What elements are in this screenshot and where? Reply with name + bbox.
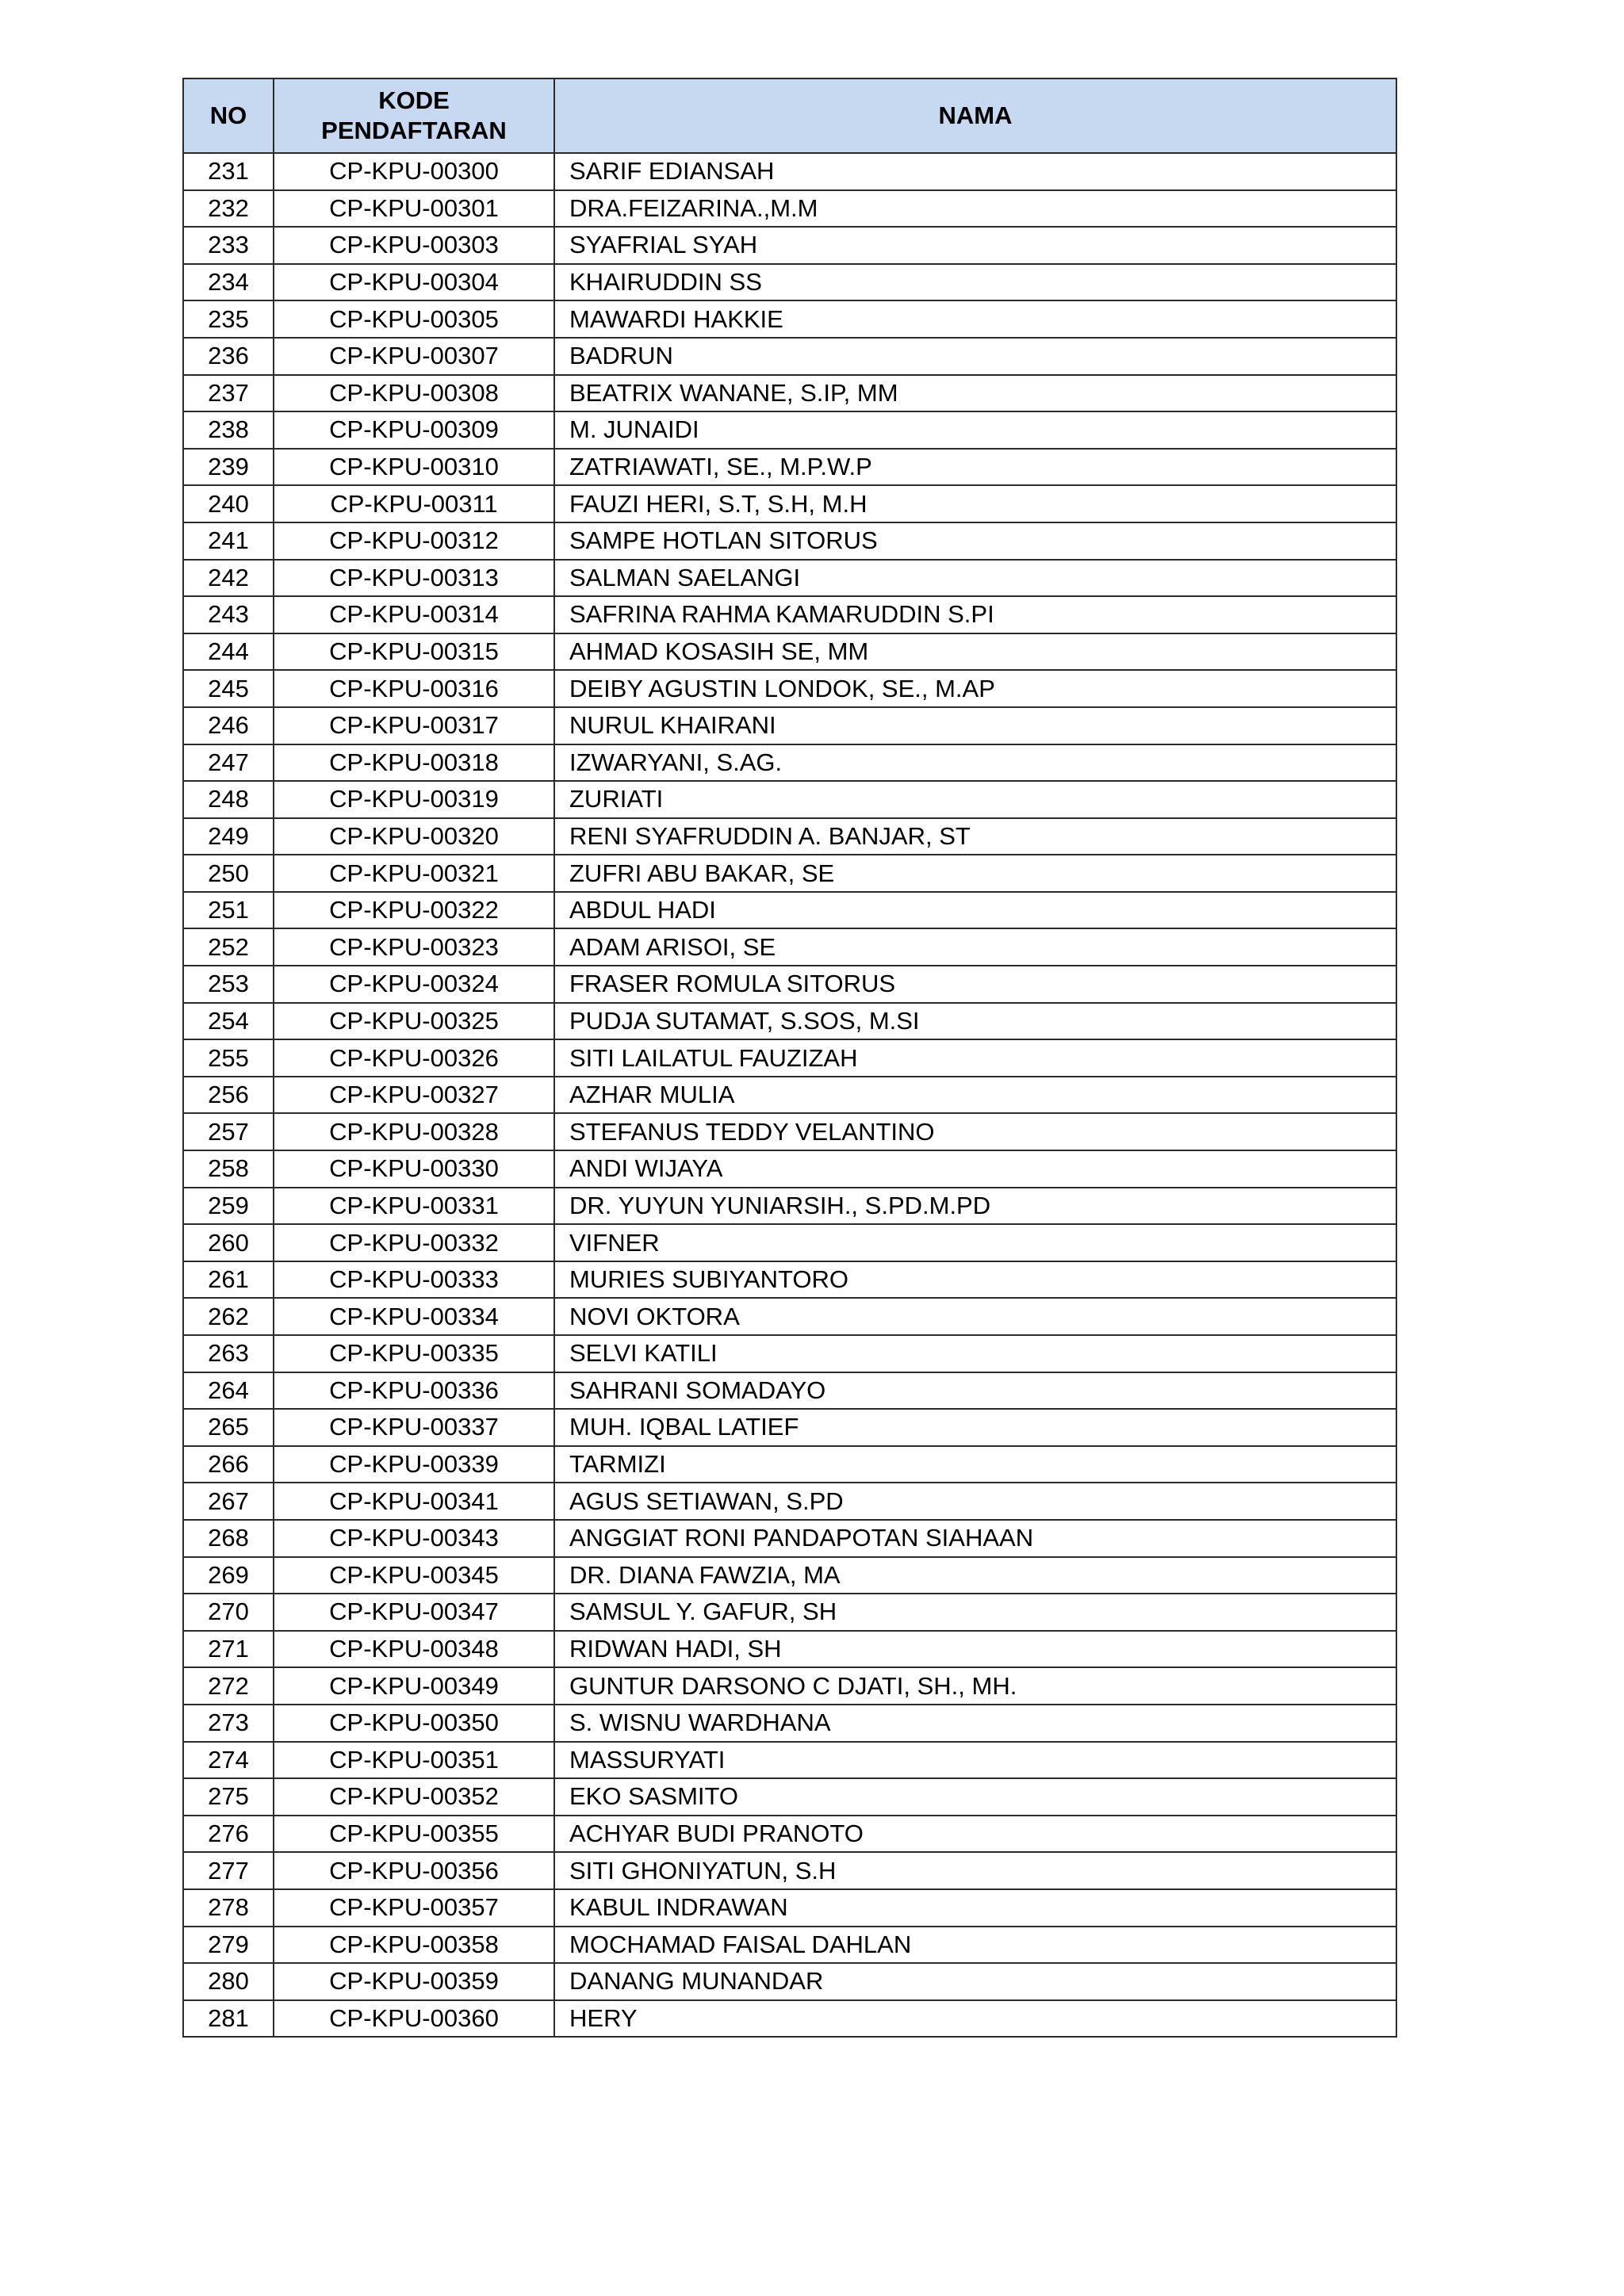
table-row [183,1335,1396,1372]
row-no: 274 [183,1742,274,1779]
row-nama: KABUL INDRAWAN [554,1889,1396,1927]
table-row [183,338,1396,375]
row-nama: BADRUN [554,338,1396,375]
row-nama: DR. DIANA FAWZIA, MA [554,1557,1396,1594]
registrant-table [182,78,1397,2038]
row-kode-pendaftaran: CP-KPU-00331 [274,1188,554,1225]
table-row [183,485,1396,522]
row-nama: FAUZI HERI, S.T, S.H, M.H [554,485,1396,522]
row-nama: RIDWAN HADI, SH [554,1631,1396,1668]
row-kode-pendaftaran: CP-KPU-00334 [274,1298,554,1335]
row-kode-pendaftaran: CP-KPU-00312 [274,522,554,560]
row-nama: ZURIATI [554,781,1396,818]
row-nama: RENI SYAFRUDDIN A. BANJAR, ST [554,818,1396,855]
table-row [183,1705,1396,1742]
row-no: 233 [183,227,274,264]
row-no: 265 [183,1409,274,1446]
row-nama: ADAM ARISOI, SE [554,928,1396,966]
row-kode-pendaftaran: CP-KPU-00336 [274,1372,554,1410]
row-no: 255 [183,1039,274,1077]
row-kode-pendaftaran: CP-KPU-00357 [274,1889,554,1927]
table-row [183,1963,1396,2000]
table-row [183,1631,1396,1668]
table-row [183,1483,1396,1520]
row-kode-pendaftaran: CP-KPU-00322 [274,892,554,929]
row-nama: M. JUNAIDI [554,411,1396,449]
header-kode-pendaftaran: KODE PENDAFTARAN [274,78,554,153]
table-row [183,1224,1396,1261]
row-nama: BEATRIX WANANE, S.IP, MM [554,375,1396,412]
row-kode-pendaftaran: CP-KPU-00301 [274,190,554,228]
table-row [183,522,1396,560]
row-nama: STEFANUS TEDDY VELANTINO [554,1113,1396,1150]
table-row [183,375,1396,412]
row-kode-pendaftaran: CP-KPU-00330 [274,1150,554,1188]
table-row [183,1003,1396,1040]
table-row [183,892,1396,929]
row-nama: MASSURYATI [554,1742,1396,1779]
row-kode-pendaftaran: CP-KPU-00348 [274,1631,554,1668]
row-kode-pendaftaran: CP-KPU-00352 [274,1778,554,1816]
row-no: 245 [183,670,274,707]
row-no: 244 [183,633,274,671]
row-no: 279 [183,1927,274,1964]
table-row [183,1667,1396,1705]
row-nama: KHAIRUDDIN SS [554,264,1396,301]
row-kode-pendaftaran: CP-KPU-00339 [274,1446,554,1483]
table-row [183,190,1396,228]
row-no: 277 [183,1852,274,1889]
row-kode-pendaftaran: CP-KPU-00307 [274,338,554,375]
row-nama: MURIES SUBIYANTORO [554,1261,1396,1299]
row-no: 259 [183,1188,274,1225]
row-kode-pendaftaran: CP-KPU-00324 [274,966,554,1003]
row-no: 253 [183,966,274,1003]
row-nama: TARMIZI [554,1446,1396,1483]
table-row [183,1557,1396,1594]
row-nama: AHMAD KOSASIH SE, MM [554,633,1396,671]
row-kode-pendaftaran: CP-KPU-00317 [274,707,554,744]
row-kode-pendaftaran: CP-KPU-00345 [274,1557,554,1594]
row-no: 256 [183,1077,274,1114]
row-no: 260 [183,1224,274,1261]
table-body [183,153,1396,2037]
row-no: 249 [183,818,274,855]
row-no: 241 [183,522,274,560]
table-row [183,227,1396,264]
row-kode-pendaftaran: CP-KPU-00308 [274,375,554,412]
row-no: 270 [183,1594,274,1631]
row-no: 234 [183,264,274,301]
row-kode-pendaftaran: CP-KPU-00310 [274,449,554,486]
table-row [183,1298,1396,1335]
row-nama: AZHAR MULIA [554,1077,1396,1114]
row-no: 242 [183,560,274,597]
row-nama: ANDI WIJAYA [554,1150,1396,1188]
row-no: 237 [183,375,274,412]
row-no: 232 [183,190,274,228]
row-nama: SITI LAILATUL FAUZIZAH [554,1039,1396,1077]
row-kode-pendaftaran: CP-KPU-00355 [274,1816,554,1853]
row-no: 236 [183,338,274,375]
row-no: 264 [183,1372,274,1410]
row-nama: MAWARDI HAKKIE [554,300,1396,338]
row-no: 275 [183,1778,274,1816]
table-row [183,411,1396,449]
row-kode-pendaftaran: CP-KPU-00326 [274,1039,554,1077]
table-row [183,1446,1396,1483]
table-row [183,560,1396,597]
row-kode-pendaftaran: CP-KPU-00311 [274,485,554,522]
row-kode-pendaftaran: CP-KPU-00343 [274,1520,554,1557]
row-no: 268 [183,1520,274,1557]
table-row [183,1077,1396,1114]
row-kode-pendaftaran: CP-KPU-00332 [274,1224,554,1261]
row-no: 247 [183,744,274,782]
row-kode-pendaftaran: CP-KPU-00328 [274,1113,554,1150]
table-row [183,855,1396,892]
row-kode-pendaftaran: CP-KPU-00333 [274,1261,554,1299]
header-nama: NAMA [554,78,1396,153]
row-no: 263 [183,1335,274,1372]
row-kode-pendaftaran: CP-KPU-00359 [274,1963,554,2000]
row-kode-pendaftaran: CP-KPU-00335 [274,1335,554,1372]
row-kode-pendaftaran: CP-KPU-00314 [274,596,554,633]
row-kode-pendaftaran: CP-KPU-00315 [274,633,554,671]
row-no: 276 [183,1816,274,1853]
row-no: 252 [183,928,274,966]
row-nama: SAFRINA RAHMA KAMARUDDIN S.PI [554,596,1396,633]
row-kode-pendaftaran: CP-KPU-00305 [274,300,554,338]
table-row [183,1742,1396,1779]
table-row [183,1039,1396,1077]
table-row [183,1778,1396,1816]
row-kode-pendaftaran: CP-KPU-00337 [274,1409,554,1446]
row-nama: SITI GHONIYATUN, S.H [554,1852,1396,1889]
row-kode-pendaftaran: CP-KPU-00300 [274,153,554,190]
row-nama: SAMSUL Y. GAFUR, SH [554,1594,1396,1631]
row-no: 243 [183,596,274,633]
row-nama: S. WISNU WARDHANA [554,1705,1396,1742]
row-kode-pendaftaran: CP-KPU-00321 [274,855,554,892]
row-kode-pendaftaran: CP-KPU-00360 [274,2000,554,2038]
row-nama: MOCHAMAD FAISAL DAHLAN [554,1927,1396,1964]
row-kode-pendaftaran: CP-KPU-00347 [274,1594,554,1631]
row-no: 271 [183,1631,274,1668]
table-row [183,744,1396,782]
table-row [183,153,1396,190]
table-row [183,1409,1396,1446]
table-row [183,781,1396,818]
table-row [183,1150,1396,1188]
header-no: NO [183,78,274,153]
row-no: 246 [183,707,274,744]
row-nama: SALMAN SAELANGI [554,560,1396,597]
table-row [183,1372,1396,1410]
row-kode-pendaftaran: CP-KPU-00309 [274,411,554,449]
row-nama: DANANG MUNANDAR [554,1963,1396,2000]
row-no: 266 [183,1446,274,1483]
table-row [183,928,1396,966]
row-nama: NURUL KHAIRANI [554,707,1396,744]
row-nama: NOVI OKTORA [554,1298,1396,1335]
row-nama: DR. YUYUN YUNIARSIH., S.PD.M.PD [554,1188,1396,1225]
row-no: 254 [183,1003,274,1040]
row-nama: SARIF EDIANSAH [554,153,1396,190]
row-no: 231 [183,153,274,190]
table-row [183,1113,1396,1150]
table-row [183,596,1396,633]
row-nama: DRA.FEIZARINA.,M.M [554,190,1396,228]
table-row [183,1594,1396,1631]
row-kode-pendaftaran: CP-KPU-00325 [274,1003,554,1040]
row-nama: MUH. IQBAL LATIEF [554,1409,1396,1446]
header-row [183,78,1396,153]
table-row [183,1852,1396,1889]
row-no: 273 [183,1705,274,1742]
table-row [183,1188,1396,1225]
table-header [183,78,1396,153]
row-no: 267 [183,1483,274,1520]
row-nama: SELVI KATILI [554,1335,1396,1372]
row-kode-pendaftaran: CP-KPU-00320 [274,818,554,855]
row-nama: AGUS SETIAWAN, S.PD [554,1483,1396,1520]
row-kode-pendaftaran: CP-KPU-00341 [274,1483,554,1520]
row-nama: ABDUL HADI [554,892,1396,929]
row-nama: ZUFRI ABU BAKAR, SE [554,855,1396,892]
row-kode-pendaftaran: CP-KPU-00356 [274,1852,554,1889]
row-kode-pendaftaran: CP-KPU-00327 [274,1077,554,1114]
table-row [183,1889,1396,1927]
row-nama: GUNTUR DARSONO C DJATI, SH., MH. [554,1667,1396,1705]
table-row [183,670,1396,707]
row-nama: DEIBY AGUSTIN LONDOK, SE., M.AP [554,670,1396,707]
row-kode-pendaftaran: CP-KPU-00350 [274,1705,554,1742]
table-row [183,264,1396,301]
row-nama: SAMPE HOTLAN SITORUS [554,522,1396,560]
row-no: 261 [183,1261,274,1299]
row-kode-pendaftaran: CP-KPU-00303 [274,227,554,264]
row-no: 257 [183,1113,274,1150]
row-kode-pendaftaran: CP-KPU-00351 [274,1742,554,1779]
row-kode-pendaftaran: CP-KPU-00319 [274,781,554,818]
row-nama: FRASER ROMULA SITORUS [554,966,1396,1003]
row-no: 269 [183,1557,274,1594]
row-no: 238 [183,411,274,449]
row-kode-pendaftaran: CP-KPU-00313 [274,560,554,597]
row-no: 280 [183,1963,274,2000]
row-nama: PUDJA SUTAMAT, S.SOS, M.SI [554,1003,1396,1040]
table-row [183,1927,1396,1964]
row-no: 248 [183,781,274,818]
row-kode-pendaftaran: CP-KPU-00358 [274,1927,554,1964]
table-row [183,818,1396,855]
row-nama: SYAFRIAL SYAH [554,227,1396,264]
row-no: 281 [183,2000,274,2038]
row-nama: EKO SASMITO [554,1778,1396,1816]
row-nama: SAHRANI SOMADAYO [554,1372,1396,1410]
row-no: 258 [183,1150,274,1188]
row-no: 239 [183,449,274,486]
row-no: 250 [183,855,274,892]
row-kode-pendaftaran: CP-KPU-00323 [274,928,554,966]
row-nama: HERY [554,2000,1396,2038]
table-row [183,1816,1396,1853]
table-row [183,2000,1396,2038]
row-kode-pendaftaran: CP-KPU-00349 [274,1667,554,1705]
table-row [183,300,1396,338]
table-row [183,633,1396,671]
table-row [183,1520,1396,1557]
row-nama: IZWARYANI, S.AG. [554,744,1396,782]
row-no: 235 [183,300,274,338]
row-kode-pendaftaran: CP-KPU-00304 [274,264,554,301]
row-no: 240 [183,485,274,522]
row-nama: ANGGIAT RONI PANDAPOTAN SIAHAAN [554,1520,1396,1557]
row-kode-pendaftaran: CP-KPU-00316 [274,670,554,707]
table-row [183,707,1396,744]
row-no: 251 [183,892,274,929]
table-row [183,1261,1396,1299]
table-row [183,966,1396,1003]
row-no: 272 [183,1667,274,1705]
row-nama: ACHYAR BUDI PRANOTO [554,1816,1396,1853]
row-kode-pendaftaran: CP-KPU-00318 [274,744,554,782]
row-nama: VIFNER [554,1224,1396,1261]
table-row [183,449,1396,486]
row-nama: ZATRIAWATI, SE., M.P.W.P [554,449,1396,486]
row-no: 262 [183,1298,274,1335]
row-no: 278 [183,1889,274,1927]
